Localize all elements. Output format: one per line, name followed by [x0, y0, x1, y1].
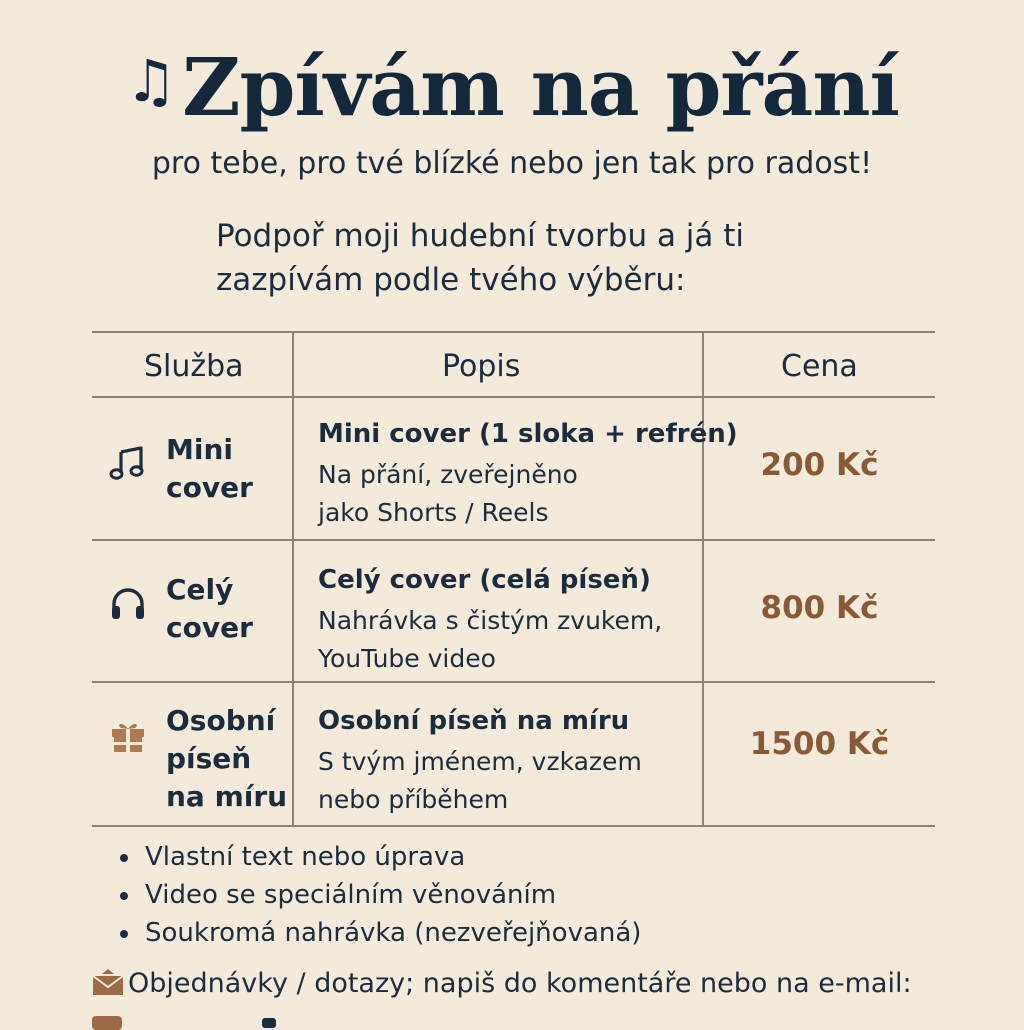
price-value: 200 Kč	[760, 447, 879, 483]
music-notes-icon	[108, 443, 148, 483]
title-text: Zpívám na přání	[182, 40, 899, 134]
table-rule	[92, 331, 935, 333]
table-row	[92, 682, 935, 825]
table-row	[92, 397, 935, 539]
list-item: Video se speciálním věnováním	[118, 876, 641, 914]
envelope-icon	[92, 968, 124, 996]
header-price: Cena	[781, 349, 858, 384]
description-title: Mini cover (1 sloka + refrén)	[318, 419, 738, 449]
service-name: Celý cover	[166, 573, 253, 644]
description-text: Nahrávka s čistým zvukem, YouTube video	[318, 606, 663, 673]
description-title: Osobní píseň na míru	[318, 706, 630, 736]
contact-line	[92, 968, 912, 999]
price-table	[92, 331, 935, 826]
page-title	[0, 40, 1024, 134]
contact-text: Objednávky / dotazy; napiš do komentáře nebo na e-mail:	[128, 968, 912, 999]
partial-icon	[92, 1016, 122, 1030]
gift-icon	[108, 716, 148, 756]
table-row	[92, 540, 935, 681]
intro-line-2: zazpívám podle tvého výběru:	[216, 262, 686, 298]
table-rule	[92, 825, 935, 827]
header-description: Popis	[442, 349, 521, 384]
headphones-icon	[108, 584, 148, 624]
intro-text	[216, 214, 836, 302]
extras-list	[118, 838, 641, 952]
price-value: 800 Kč	[760, 590, 879, 626]
service-name: Mini cover	[166, 433, 253, 504]
music-note-icon: ♫	[125, 47, 177, 115]
service-name: Osobní píseň na míru	[166, 704, 288, 813]
description-text: S tvým jménem, vzkazem nebo příběhem	[318, 747, 642, 814]
description-text: Na přání, zveřejněno jako Shorts / Reels	[318, 460, 578, 527]
description-title: Celý cover (celá píseň)	[318, 565, 651, 595]
subtitle: pro tebe, pro tvé blízké nebo jen tak pro radost!	[151, 146, 873, 181]
price-value: 1500 Kč	[749, 726, 890, 762]
intro-line-1: Podpoř moji hudební tvorbu a já ti	[216, 218, 745, 254]
header-service: Služba	[144, 349, 244, 384]
list-item: Vlastní text nebo úprava	[118, 838, 641, 876]
partial-icon	[262, 1018, 276, 1028]
list-item: Soukromá nahrávka (nezveřejňovaná)	[118, 914, 641, 952]
